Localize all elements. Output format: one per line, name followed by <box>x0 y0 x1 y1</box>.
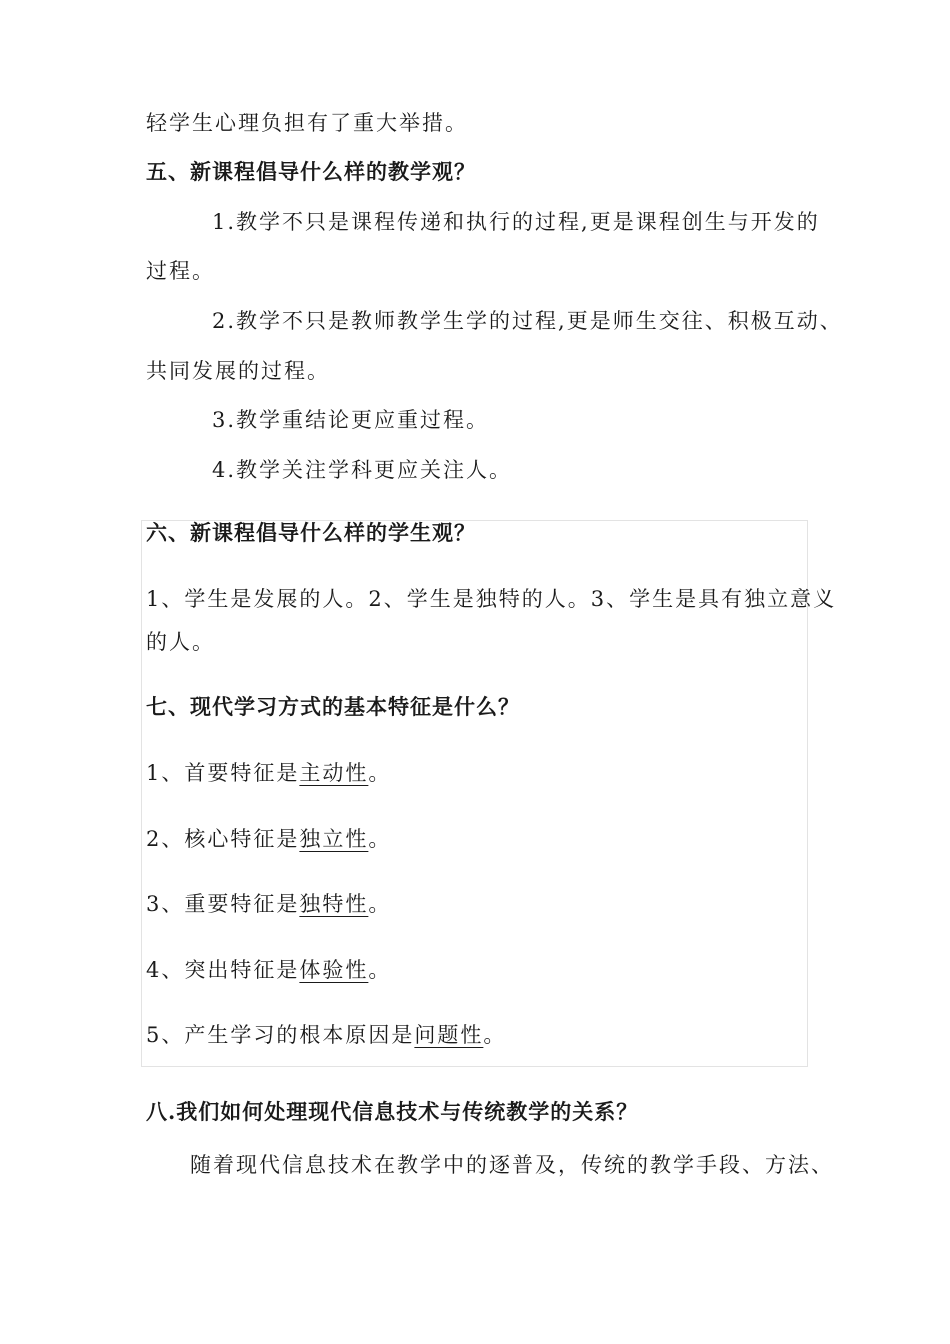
text-line: 4.教学关注学科更应关注人。 <box>212 458 513 482</box>
feature-item <box>146 759 391 787</box>
feature-key: 独特性 <box>299 892 369 916</box>
text-line: 共同发展的过程。 <box>146 359 330 383</box>
text-line: 过程。 <box>146 259 215 283</box>
feature-label: 5、产生学习的根本原因是 <box>146 1023 415 1047</box>
feature-punct: 。 <box>368 892 392 916</box>
feature-item <box>146 890 391 918</box>
feature-key: 主动性 <box>299 761 369 785</box>
feature-label: 1、首要特征是 <box>146 761 300 785</box>
feature-punct: 。 <box>368 761 392 785</box>
section-heading-6: 六、新课程倡导什么样的学生观？ <box>146 520 476 545</box>
feature-label: 4、突出特征是 <box>146 958 300 982</box>
section-heading-8: 八.我们如何处理现代信息技术与传统教学的关系？ <box>146 1099 639 1124</box>
feature-label: 2、核心特征是 <box>146 827 300 851</box>
text-line: 的人。 <box>146 630 215 654</box>
feature-punct: 。 <box>483 1023 507 1047</box>
feature-key: 独立性 <box>299 827 369 851</box>
feature-item <box>146 1021 506 1049</box>
feature-item <box>146 825 391 853</box>
feature-key: 体验性 <box>299 958 369 982</box>
feature-item <box>146 956 391 984</box>
text-line: 1.教学不只是课程传递和执行的过程,更是课程创生与开发的 <box>212 210 820 234</box>
feature-label: 3、重要特征是 <box>146 892 300 916</box>
feature-key: 问题性 <box>414 1023 484 1047</box>
text-line: 2.教学不只是教师教学生学的过程,更是师生交往、积极互动、 <box>212 309 843 333</box>
feature-punct: 。 <box>368 827 392 851</box>
section-heading-5: 五、新课程倡导什么样的教学观？ <box>146 159 476 184</box>
feature-punct: 。 <box>368 958 392 982</box>
text-line: 3.教学重结论更应重过程。 <box>212 408 490 432</box>
text-line: 1、学生是发展的人。2、学生是独特的人。3、学生是具有独立意义 <box>146 587 837 611</box>
text-line: 随着现代信息技术在教学中的逐普及，传统的教学手段、方法、 <box>190 1153 834 1177</box>
text-line: 轻学生心理负担有了重大举措。 <box>146 111 468 135</box>
section-heading-7: 七、现代学习方式的基本特征是什么？ <box>146 694 520 719</box>
